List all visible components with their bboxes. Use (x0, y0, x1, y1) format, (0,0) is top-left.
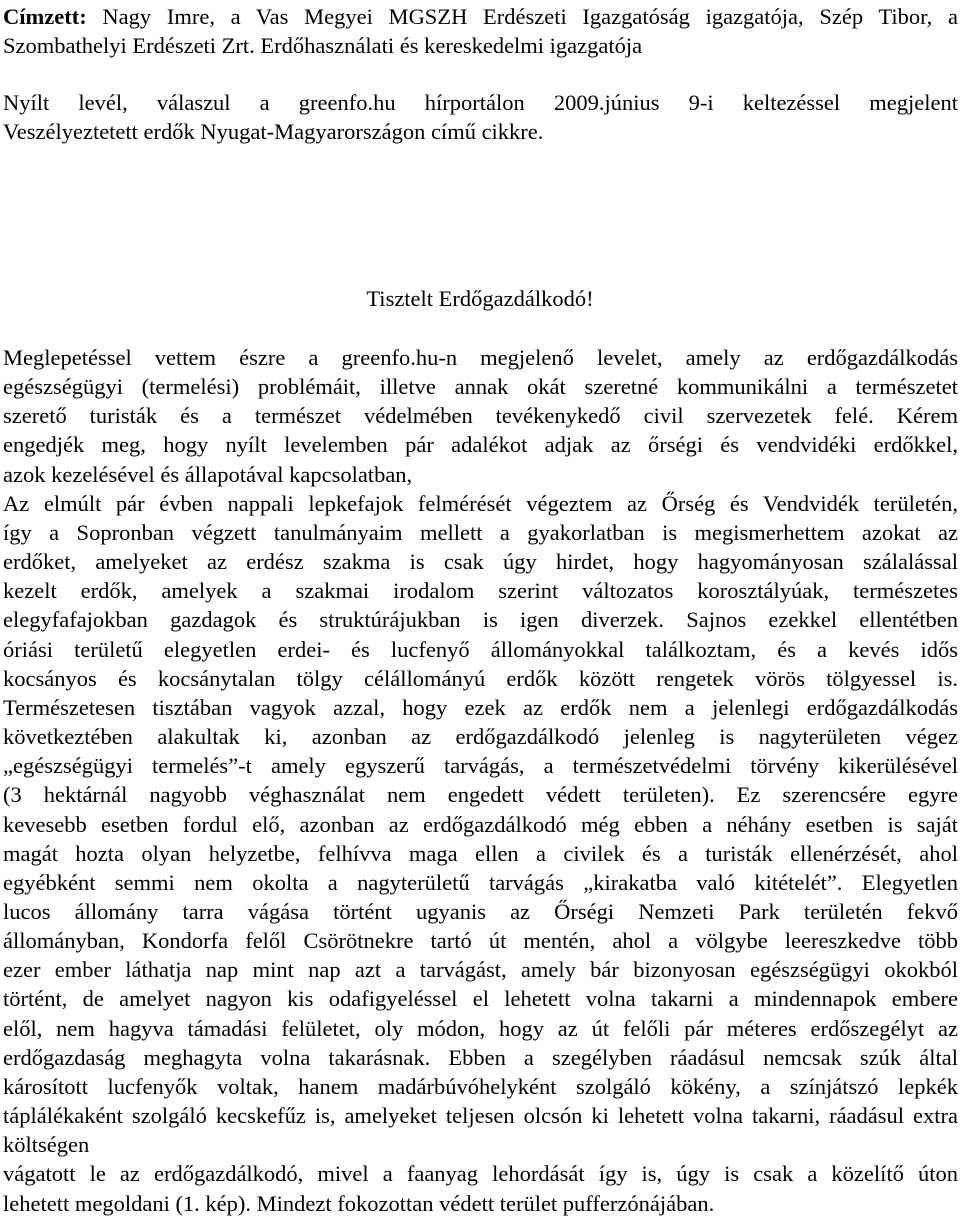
body-line: engedjék meg, hogy nyílt levelemben pár adalékot adjak az őrségi és vendvidéki erdőkkel, (3, 432, 958, 458)
recipient-line-1 (3, 2, 958, 31)
body-line: kocsányos és kocsánytalan tölgy célállományú erdők között rengetek vörös tölgyessel is. (3, 665, 958, 691)
body-line: Az elmúlt pár évben nappali lepkefajok felmérését végeztem az Őrség és Vendvidék területén, (3, 490, 958, 516)
body-line: elegyfafajokban gazdagok és struktúrájukban is igen diverzek. Sajnos ezekkel ellentétben (3, 607, 958, 633)
body-line: Természetesen tisztában vagyok azzal, hogy ezek az erdők nem a jelenlegi erdőgazdálkodás (3, 694, 958, 720)
recipient-line-2: Szombathelyi Erdészeti Zrt. Erdőhasználati és kereskedelmi igazgatója (3, 33, 643, 58)
body-line: kezelt erdők, amelyek a szakmai irodalom szerint változatos korosztályúak, természetes (3, 578, 958, 604)
body-line: erdőket, amelyeket az erdész szakma is csak úgy hirdet, hogy hagyományosan szálalással (3, 549, 958, 575)
body-line: „egészségügyi termelés”-t amely egyszerű tarvágás, a természetvédelmi törvény kikerülésével (3, 753, 958, 779)
body-line: károsított lucfenyők voltak, hanem madárbúvóhelyként szolgáló kökény, a színjátszó lepkék (3, 1073, 958, 1099)
body-line: egyébként semmi nem okolta a nagyterületű tarvágás „kirakatba való kitételét”. Elegyetlen (3, 869, 958, 895)
body-line: azok kezelésével és állapotával kapcsolatban, (3, 461, 413, 487)
body-line: óriási területű elegyetlen erdei- és lucfenyő állományokkal találkoztam, és a kevés idős (3, 636, 958, 662)
body-line: magát hozta olyan helyzetbe, felhívva maga ellen a civilek és a turisták ellenérzését, ahol (3, 840, 958, 866)
body-line: kevesebb esetben fordul elő, azonban az erdőgazdálkodó még ebben a néhány esetben is saját (3, 811, 958, 837)
recipient-block (3, 0, 958, 60)
body-line: (3 hektárnál nagyobb véghasználat nem engedett védett területen). Ez szerencsére egyre (3, 782, 958, 808)
body-line: lucos állomány tarra vágása történt ugyanis az Őrségi Nemzeti Park területén fekvő (3, 898, 958, 924)
body-line: táplálékaként szolgáló kecskefűz is, amelyeket teljesen olcsón ki lehetett volna takarni, ráadásul extra költségen (3, 1103, 958, 1158)
open-letter-line-1: Nyílt levél, válaszul a greenfo.hu hírportálon 2009.június 9-i keltezéssel megjelent (3, 90, 958, 115)
body-line: következtében alakultak ki, azonban az erdőgazdálkodó jelenleg is nagyterületen végez (3, 724, 958, 750)
body-line: erdőgazdaság meghagyta volna takarásnak. Ebben a szegélyben ráadásul nemcsak szúk által (3, 1044, 958, 1070)
body-line: állományban, Kondorfa felől Csörötnekre tartó út mentén, ahol a völgybe leereszkedve több (3, 928, 958, 954)
letter-body (3, 343, 958, 1218)
body-line: így a Sopronban végzett tanulmányaim mellett a gyakorlatban is megismerhettem azokat az (3, 519, 958, 545)
open-letter-intro (3, 88, 958, 146)
body-line: Meglepetéssel vettem észre a greenfo.hu-n megjelenő levelet, amely az erdőgazdálkodás (3, 345, 958, 370)
recipient-label: Címzett: (3, 4, 87, 29)
body-line: vágatott le az erdőgazdálkodó, mivel a faanyag lehordását így is, úgy is csak a közelítő úton (3, 1161, 958, 1187)
recipient-text-1: Nagy Imre, a Vas Megyei MGSZH Erdészeti Igazgatóság igazgatója, Szép Tibor, a (102, 4, 958, 29)
body-line: szerető turisták és a természet védelmében tevékenykedő civil szervezetek felé. Kérem (3, 403, 958, 429)
body-line: lehetett megoldani (1. kép). Mindezt fokozottan védett terület pufferzónájában. (3, 1190, 715, 1216)
body-line: ezer ember láthatja nap mint nap azt a tarvágást, amely bár bizonyosan egészségügyi okokból (3, 957, 958, 983)
open-letter-line-2: Veszélyeztetett erdők Nyugat-Magyarországon című cikkre. (3, 119, 544, 144)
body-line: egészségügyi (termelési) problémáit, illetve annak okát szeretné kommunikálni a természetet (3, 374, 958, 400)
salutation: Tisztelt Erdőgazdálkodó! (366, 286, 594, 311)
body-line: elől, nem hagyva támadási felületet, oly módon, hogy az út felőli pár méteres erdőszegélyt az (3, 1015, 958, 1041)
body-line: történt, de amelyet nagyon kis odafigyeléssel el lehetett volna takarni a mindennapok embere (3, 986, 958, 1012)
